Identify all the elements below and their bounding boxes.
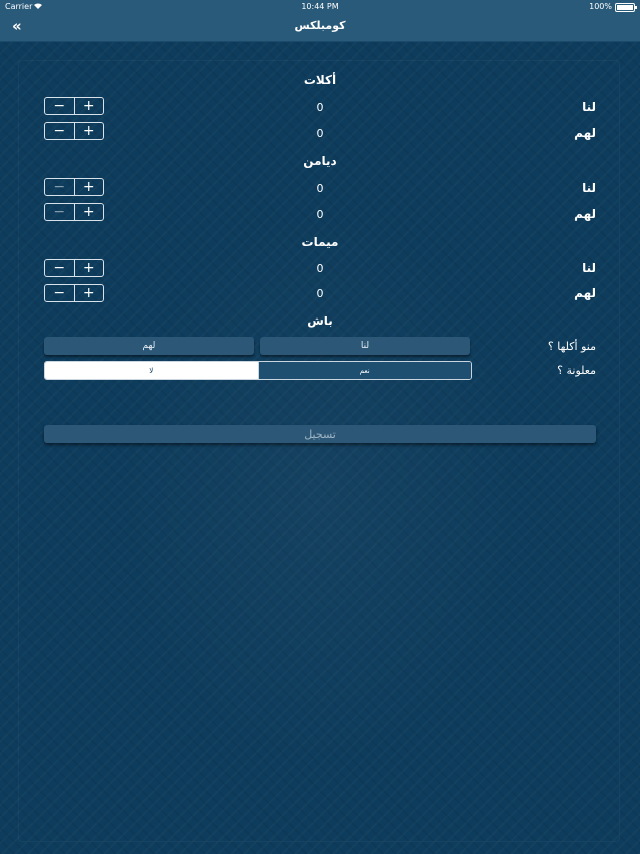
section-title-aklat: أكلات bbox=[303, 73, 337, 87]
battery-percentage: 100% bbox=[589, 2, 612, 11]
section-title-diamond: ديامن bbox=[303, 154, 337, 168]
decrement-button[interactable]: − bbox=[45, 123, 75, 139]
row-value: 0 bbox=[316, 101, 324, 114]
row-label-us: لنا bbox=[582, 261, 596, 275]
known-no-segment[interactable]: لا bbox=[45, 362, 258, 379]
increment-button[interactable]: + bbox=[82, 260, 95, 276]
section-title-bash: باش bbox=[307, 314, 333, 328]
score-stepper[interactable] bbox=[44, 203, 104, 221]
increment-button[interactable]: + bbox=[82, 98, 95, 114]
carrier-label: Carrier bbox=[5, 2, 33, 11]
score-stepper[interactable] bbox=[44, 97, 104, 115]
row-value: 0 bbox=[316, 262, 324, 275]
who-us-button[interactable]: لنا bbox=[260, 337, 470, 355]
increment-button[interactable]: + bbox=[82, 123, 95, 139]
row-label-them: لهم bbox=[574, 126, 596, 140]
score-stepper[interactable] bbox=[44, 178, 104, 196]
page-title: كومبلكس bbox=[294, 19, 346, 32]
row-value: 0 bbox=[316, 287, 324, 300]
submit-button[interactable]: تسجيل bbox=[44, 425, 596, 443]
score-stepper[interactable] bbox=[44, 259, 104, 277]
increment-button[interactable]: + bbox=[82, 285, 95, 301]
decrement-button[interactable]: − bbox=[45, 98, 75, 114]
decrement-button[interactable]: − bbox=[45, 285, 75, 301]
row-label-them: لهم bbox=[574, 207, 596, 221]
decrement-button[interactable]: − bbox=[45, 179, 75, 195]
row-label-them: لهم bbox=[574, 286, 596, 300]
battery-icon bbox=[615, 3, 635, 12]
who-them-button[interactable]: لهم bbox=[44, 337, 254, 355]
section-title-mimat: ميمات bbox=[301, 235, 339, 249]
known-yes-segment[interactable]: نعم bbox=[258, 362, 472, 379]
row-label-us: لنا bbox=[582, 100, 596, 114]
known-label: معلونة ؟ bbox=[557, 364, 596, 377]
known-segmented-control[interactable] bbox=[44, 361, 472, 380]
score-stepper[interactable] bbox=[44, 284, 104, 302]
row-value: 0 bbox=[316, 208, 324, 221]
row-value: 0 bbox=[316, 182, 324, 195]
row-value: 0 bbox=[316, 127, 324, 140]
who-took-label: منو أكلها ؟ bbox=[547, 340, 596, 353]
decrement-button[interactable]: − bbox=[45, 260, 75, 276]
row-label-us: لنا bbox=[582, 181, 596, 195]
score-stepper[interactable] bbox=[44, 122, 104, 140]
increment-button[interactable]: + bbox=[82, 179, 95, 195]
navigation-bar bbox=[0, 14, 640, 42]
status-bar bbox=[0, 0, 640, 14]
back-chevrons-icon[interactable]: « bbox=[12, 17, 18, 35]
status-time: 10:44 PM bbox=[301, 2, 339, 11]
decrement-button[interactable]: − bbox=[45, 204, 75, 220]
increment-button[interactable]: + bbox=[82, 204, 95, 220]
